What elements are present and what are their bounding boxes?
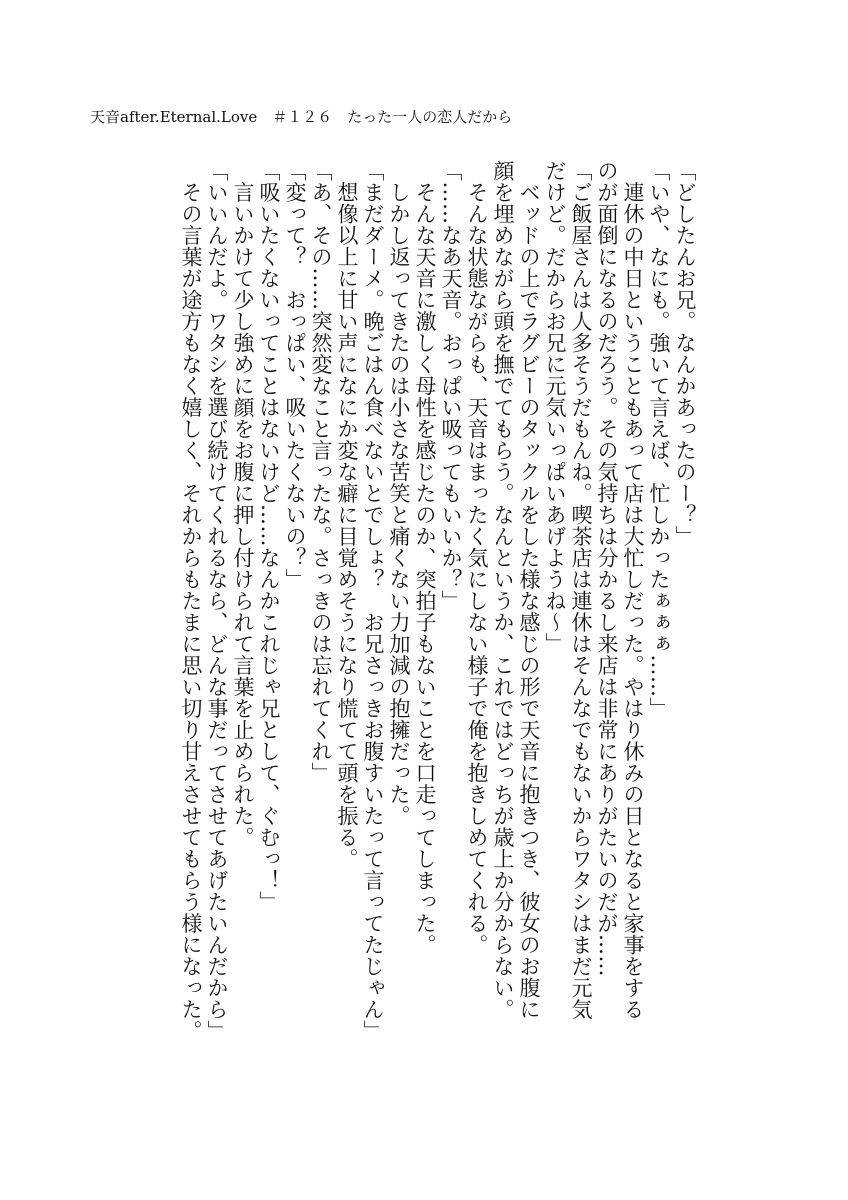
text-line: 「ご飯屋さんは人多そうだもんね。喫茶店は連休はそんなでもないからワタシはまだ元気 [569,160,593,1020]
text-line: 「変って？ おっぱい、吸いたくないの？」 [283,160,307,590]
text-line: 「吸いたくないってことはないけど……なんかこれじゃ兄として、ぐむっ！」 [257,160,281,913]
text-line: その言葉が途方もなく嬉しく、それからもたまに思い切り甘えさせてもらう様になった。 [179,160,203,1042]
text-line: 「まだダーメ。晩ごはん食べないとでしょ？ お兄さっきお腹すいたって言ってたじゃん」 [361,160,385,1042]
text-line: 顔を埋めながら頭を撫でてもらう。なんというか、これではどっちが歳上か分からない。 [491,160,515,1020]
text-line: ベッドの上でラグビーのタックルをした様な感じの形で天音に抱きつき、彼女のお腹に [517,160,541,1020]
novel-body [58,160,698,1040]
text-line: 連休の中日ということもあって店は大忙しだった。やはり休みの日となると家事をする [621,160,645,1020]
text-line: 想像以上に甘い声になにか変な癖に目覚めそうになり慌てて頭を振る。 [335,160,359,870]
text-line: 「どしたんお兄。なんかあったのー？」 [673,160,697,547]
text-line: だけど。だからお兄に元気いっぱいあげようね〜」 [543,160,567,655]
chapter-header: 天音after.Eternal.Love ＃１２６ たった一人の恋人だから [90,108,513,126]
text-line: 言いかけて少し強めに顔をお腹に押し付けられて言葉を止められた。 [231,160,255,848]
text-line: 「いや、なにも。強いて言えば、忙しかったぁぁぁ……」 [647,160,671,719]
text-line: しかし返ってきたのは小さな苦笑と痛くない力加減の抱擁だった。 [387,160,411,827]
text-line: 「……なあ天音。おっぱい吸ってもいいか？」 [439,160,463,612]
text-line: のが面倒になるのだろう。その気持ちは分かるし来店は非常にありがたいのだが…… [595,160,619,977]
text-line: 「いいんだよ。ワタシを選び続けてくれるなら、どんな事だってさせてあげたいんだから」 [205,160,229,1042]
text-line: 「あ、その……突然変なこと言ったな。さっきのは忘れてくれ」 [309,160,333,784]
text-line: そんな天音に激しく母性を感じたのか、突拍子もないことを口走ってしまった。 [413,160,437,956]
text-line: そんな状態ながらも、天音はまったく気にしない様子で俺を抱きしめてくれる。 [465,160,489,956]
